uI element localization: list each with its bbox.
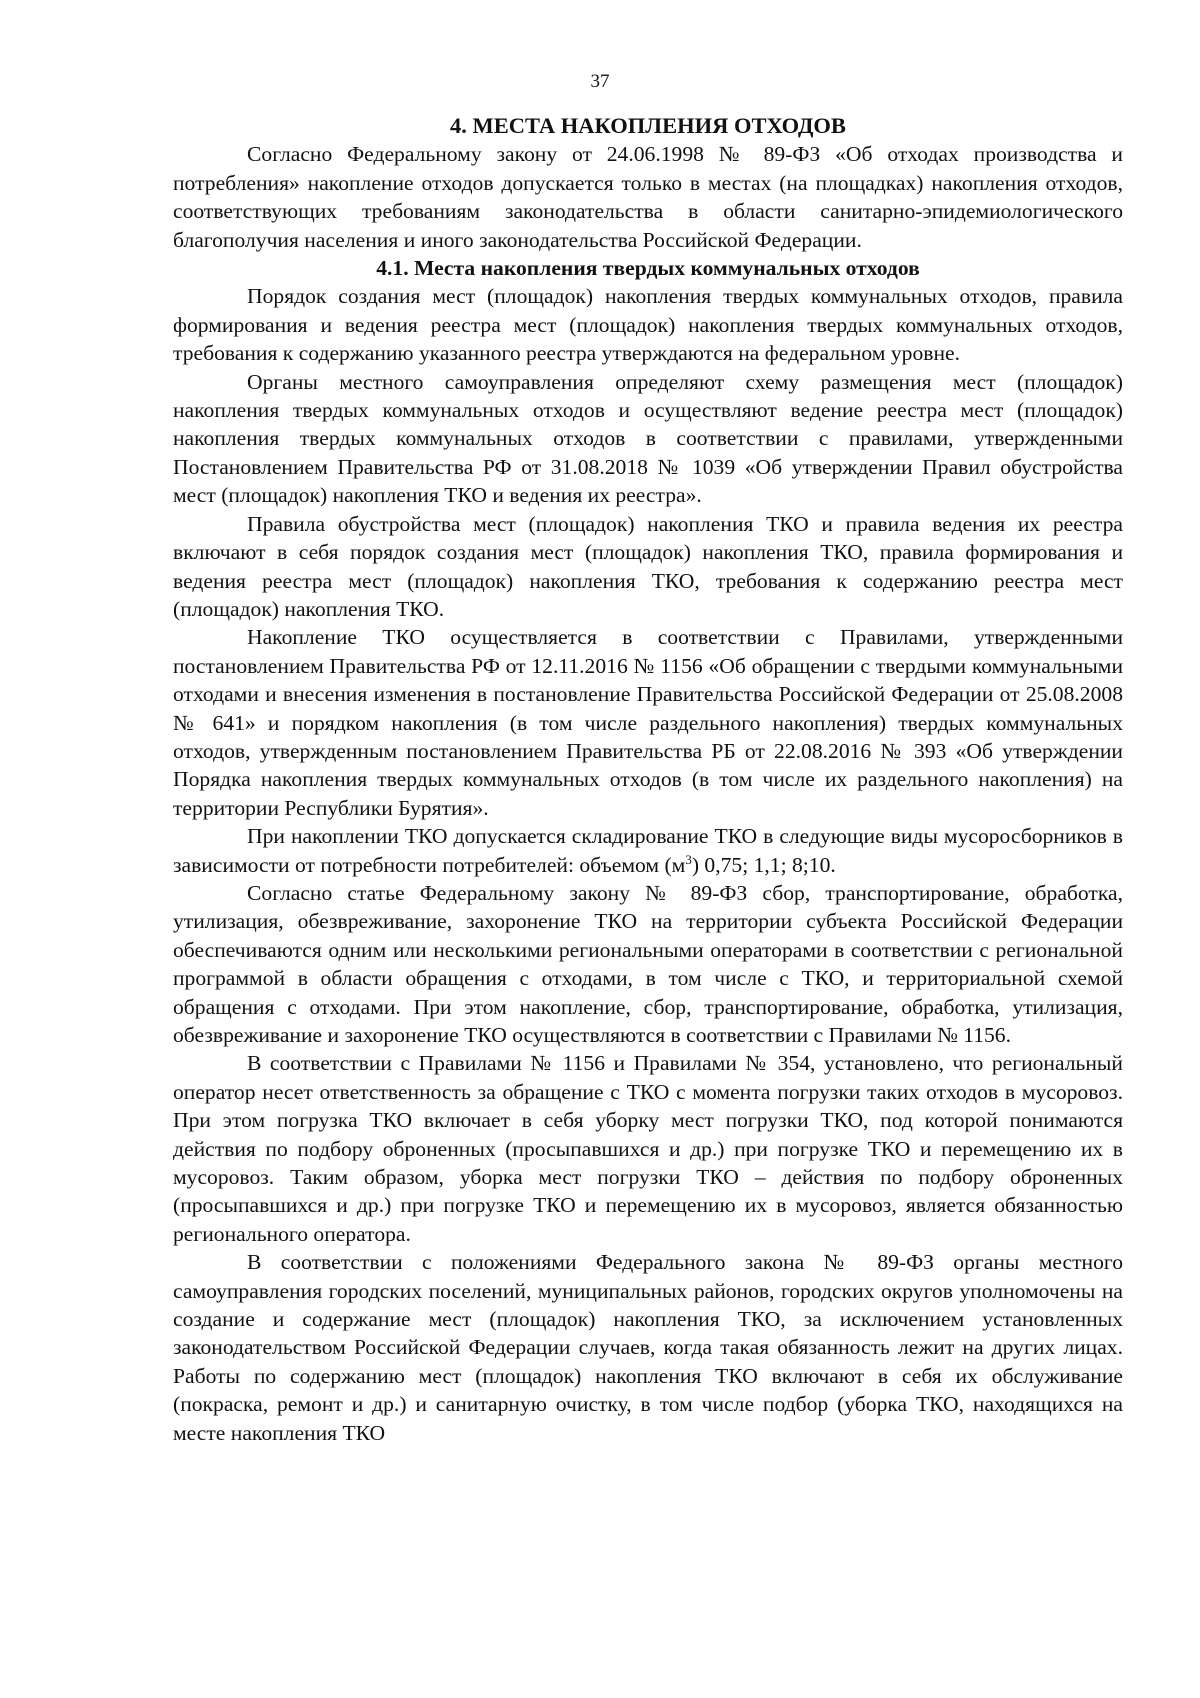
- paragraph-local-authorities: Органы местного самоуправления определяют схему размещения мест (площадок) накопления твердых коммунальных отходов и осуществляют ведение реестра мест (площадок) накопления твердых коммунальных отходов в соответствии с правилами, утвержденными Постановлением Правительства РФ от 31.08.2018 № 1039 «Об утверждении Правил обустройства мест (площадок) накопления ТКО и ведения их реестра».: [173, 369, 1123, 508]
- document-body: [173, 112, 1123, 1447]
- paragraph-registry-rules: Порядок создания мест (площадок) накопления твердых коммунальных отходов, правила формирования и ведения реестра мест (площадок) накопления твердых коммунальных отходов, требования к содержанию указанного реестра утверждаются на федеральном уровне.: [173, 284, 1123, 366]
- subsection-title: 4.1. Места накопления твердых коммунальных отходов: [376, 256, 920, 281]
- volumes-text-after: ) 0,75; 1,1; 8;10.: [691, 852, 836, 877]
- section-title: 4. МЕСТА НАКОПЛЕНИЯ ОТХОДОВ: [450, 113, 846, 138]
- paragraph-arrangement-rules: Правила обустройства мест (площадок) накопления ТКО и правила ведения их реестра включают в себя порядок создания мест (площадок) накопления ТКО, правила формирования и ведения реестра мест (площадок) накопления ТКО, требования к содержанию реестра мест (площадок) накопления ТКО.: [173, 511, 1123, 621]
- volumes-superscript: 3: [685, 851, 692, 867]
- volumes-text-before: При накоплении ТКО допускается складирование ТКО в следующие виды мусоросборников в зависимости от потребности потребителей: объемом (м: [173, 824, 1123, 877]
- paragraph-municipal-duties: В соответствии с положениями Федерального закона № 89-ФЗ органы местного самоуправления городских поселений, муниципальных районов, городских округов уполномочены на создание и содержание мест (площадок) накопления ТКО, за исключением установленных законодательством Российской Федерации случаев, когда такая обязанность лежит на других лицах. Работы по содержанию мест (площадок) накопления ТКО включают в себя их обслуживание (покраска, ремонт и др.) и санитарную очистку, в том числе подбор (уборка ТКО, находящихся на месте накопления ТКО: [173, 1250, 1123, 1445]
- paragraph-accumulation: Накопление ТКО осуществляется в соответствии с Правилами, утвержденными постановлением Правительства РФ от 12.11.2016 № 1156 «Об обращении с твердыми коммунальными отходами и внесения изменения в постановление Правительства Российской Федерации от 25.08.2008 № 641» и порядком накопления (в том числе раздельного накопления) твердых коммунальных отходов, утвержденным постановлением Правительства РБ от 22.08.2016 № 393 «Об утверждении Порядка накопления твердых коммунальных отходов (в том числе их раздельного накопления) на территории Республики Бурятия».: [173, 625, 1123, 820]
- paragraph-container-volumes: [173, 822, 1123, 879]
- paragraph-regional-operators: Согласно статье Федеральному закону № 89-ФЗ сбор, транспортирование, обработка, утилизация, обезвреживание, захоронение ТКО на территории субъекта Российской Федерации обеспечиваются одним или несколькими региональными операторами в соответствии с региональной программой в области обращения с отходами, в том числе с ТКО, и территориальной схемой обращения с отходами. При этом накопление, сбор, транспортирование, обработка, утилизация, обезвреживание и захоронение ТКО осуществляются в соответствии с Правилами № 1156.: [173, 880, 1123, 1047]
- intro-paragraph: Согласно Федеральному закону от 24.06.1998 № 89-ФЗ «Об отходах производства и потребления» накопление отходов допускается только в местах (на площадках) накопления отходов, соответствующих требованиям законодательства в области санитарно-эпидемиологического благополучия населения и иного законодательства Российской Федерации.: [173, 142, 1123, 252]
- page-number: 37: [590, 71, 610, 92]
- paragraph-operator-responsibility: В соответствии с Правилами № 1156 и Правилами № 354, установлено, что региональный оператор несет ответственность за обращение с ТКО с момента погрузки таких отходов в мусоровоз. При этом погрузка ТКО включает в себя уборку мест погрузки ТКО, под которой понимаются действия по подбору оброненных (просыпавшихся и др.) при погрузке ТКО и перемещению их в мусоровоз. Таким образом, уборка мест погрузки ТКО – действия по подбору оброненных (просыпавшихся и др.) при погрузке ТКО и перемещению их в мусоровоз, является обязанностью регионального оператора.: [173, 1051, 1123, 1246]
